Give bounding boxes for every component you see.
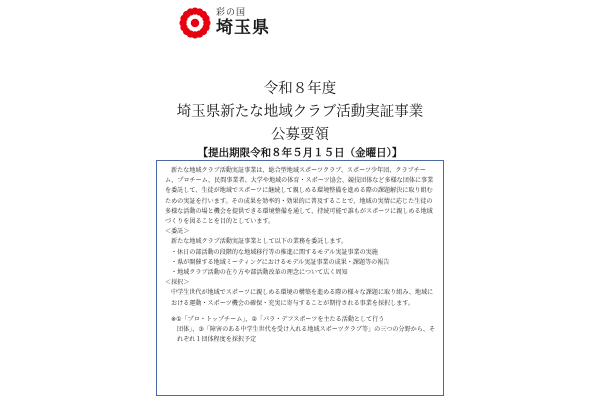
commission-item-2: ・県が開催する地域ミーティングにおけるモデル実証事業の成果・課題等の報告 (171, 258, 390, 266)
emblem-center (191, 19, 200, 28)
logo-subtitle: 彩の国 (216, 8, 247, 18)
project-title: 埼玉県新たな地域クラブ活動実証事業 (176, 104, 424, 120)
adoption-text: 中学生世代が地域でスポーツに親しめる環境の構築を進める際の様々な課題に取り組み、地域における運動・スポーツ機会の確保・充実に寄与することが期待される事業を採択します。 (171, 289, 434, 307)
document-title (0, 78, 600, 147)
logo-wordmark (216, 9, 270, 37)
note-continuation: 団体」、③「障害のある中学生世代を受け入れる地域スポーツクラブ等」の三つの分野から、それぞれ１団体程度を採択予定 (177, 326, 436, 344)
commission-item-3: ・地域クラブ活動の在り方や部活動改革の理念について広く周知 (171, 269, 348, 277)
saitama-logo (178, 6, 270, 40)
adoption-heading: ＜採択＞ (165, 279, 190, 287)
submission-deadline: 【提出期限令和８年５月１５日（金曜日）】 (197, 147, 403, 159)
guideline-title: 公募要領 (271, 127, 329, 143)
fiscal-year-title: 令和８年度 (263, 81, 337, 97)
note-first-line: ※①「プロ・トップチーム」、②「パラ・デフスポーツを主たる活動として行う (171, 315, 385, 323)
saitama-emblem-icon (178, 6, 212, 40)
commission-intro: 新たな地域クラブ活動実証事業として以下の業務を委託します。 (171, 238, 348, 246)
logo-title: 埼玉県 (216, 18, 270, 38)
summary-box (156, 160, 444, 396)
commission-heading: ＜委託＞ (165, 228, 190, 236)
intro-paragraph: 新たな地域クラブ活動実証事業は、総合型地域スポーツクラブ、スポーツ少年団、クラブチーム、プロチーム、民間事業者、大学や地域の体育・スポーツ協会、競技団体など多様な団体に事業を委託して、生徒が地域でスポーツに継続して親しめる環境整備を進める際の課題解決に取り組むための実証を行います。その成果を効率的・効果的に普及することで、地域の実情に応じた生徒の多様な活動の場と機会を提供できる環境整備を通して、持続可能で誰もがスポーツに親しめる地域づくりを図ることを目的としています。 (165, 167, 434, 226)
commission-item-1: ・休日の部活動の段階的な地域移行等の推進に関するモデル実証事業の実施 (171, 248, 378, 256)
emblem-dot (202, 15, 209, 22)
